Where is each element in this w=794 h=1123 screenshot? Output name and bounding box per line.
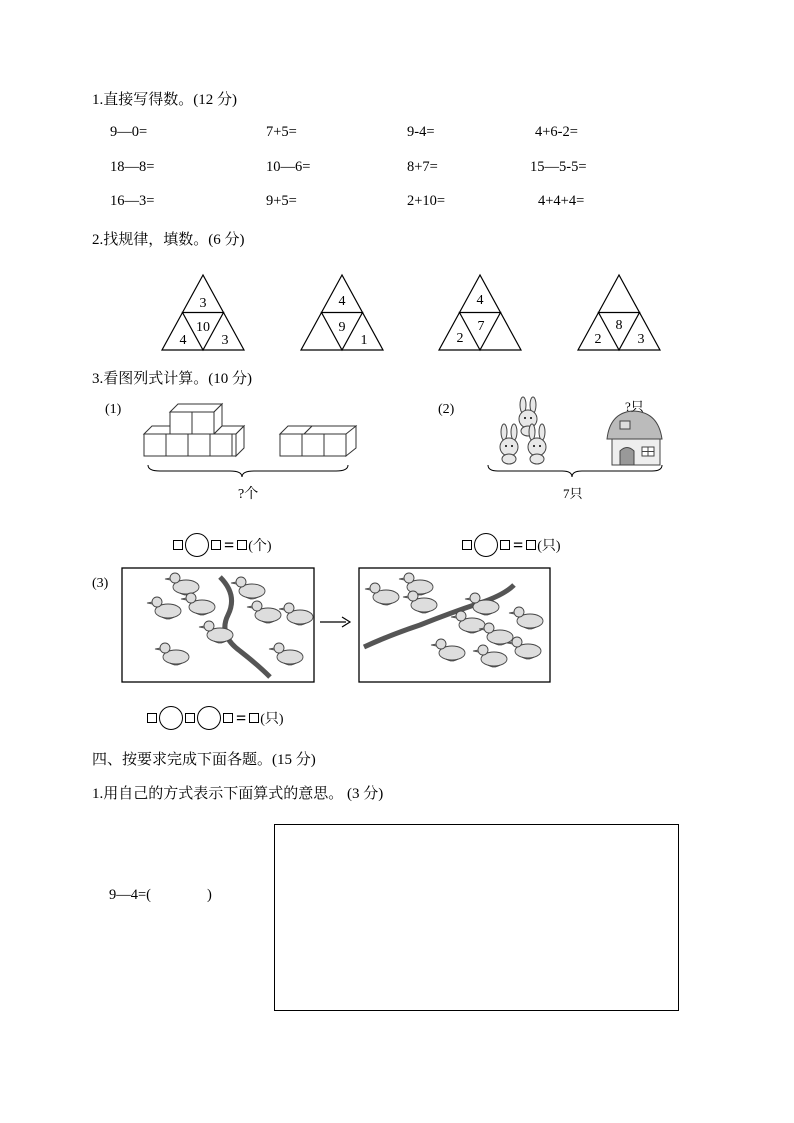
expression-close: ) (207, 887, 212, 903)
drawing-answer-box[interactable] (274, 824, 679, 1011)
triangle-3 (439, 275, 521, 350)
equals-sign: = (224, 534, 235, 555)
equals-sign: = (236, 707, 247, 728)
part3-label: (3) (92, 576, 109, 591)
operator-circle[interactable] (474, 533, 498, 557)
answer-box[interactable] (223, 713, 233, 723)
tri2-center: 9 (338, 320, 346, 335)
q1-title: 1.直接写得数。(12 分) (92, 92, 237, 108)
answer-box[interactable] (173, 540, 183, 550)
answer-box[interactable] (211, 540, 221, 550)
tri3-left: 2 (456, 331, 464, 346)
answer-template-part3 (146, 706, 284, 730)
q3-title: 3.看图列式计算。(10 分) (92, 371, 252, 387)
tri2-right: 1 (360, 333, 368, 348)
unit-label: (个) (248, 539, 272, 554)
operator-circle[interactable] (159, 706, 183, 730)
calc-item: 18—8= (110, 159, 155, 175)
operator-circle[interactable] (185, 533, 209, 557)
q2-title: 2.找规律，填数。(6 分) (92, 232, 245, 248)
answer-box[interactable] (185, 713, 195, 723)
expression (109, 887, 212, 904)
calc-item: 16—3= (110, 193, 155, 209)
calc-item: 2+10= (407, 193, 446, 209)
calc-item: 7+5= (266, 124, 297, 140)
tri1-left: 4 (179, 333, 187, 348)
section4-q1-title: 1.用自己的方式表示下面算式的意思。 (3 分) (92, 786, 384, 802)
answer-box[interactable] (526, 540, 536, 550)
answer-box[interactable] (500, 540, 510, 550)
tri1-right: 3 (221, 333, 229, 348)
expression-text: 9—4=( (109, 887, 152, 903)
calc-item: 8+7= (407, 159, 438, 175)
answer-template-part1 (172, 533, 272, 557)
answer-template-part2 (461, 533, 561, 557)
part2-top-label: ?只 (625, 399, 644, 414)
tri4-right: 3 (637, 332, 645, 347)
unit-label: (只) (260, 712, 284, 727)
tri4-left: 2 (594, 332, 602, 347)
part2-brace-label: 7只 (563, 486, 583, 501)
answer-box[interactable] (147, 713, 157, 723)
rabbit-group (500, 397, 546, 464)
unit-label: (只) (537, 539, 561, 554)
triangle-4 (578, 275, 660, 350)
ducks-figure (120, 565, 552, 687)
mushroom-house (607, 411, 662, 465)
calc-item: 9-4= (407, 124, 435, 140)
triangle-2 (301, 275, 383, 350)
part2-label: (2) (438, 402, 455, 417)
triangle-1 (162, 275, 244, 350)
part1-label: (1) (105, 402, 122, 417)
answer-box[interactable] (237, 540, 247, 550)
tri4-center: 8 (615, 318, 623, 333)
calc-item: 4+6-2= (535, 124, 578, 140)
answer-box[interactable] (462, 540, 472, 550)
section4-title: 四、按要求完成下面各题。(15 分) (92, 752, 316, 768)
calc-item: 15—5-5= (530, 159, 587, 175)
answer-box[interactable] (249, 713, 259, 723)
equals-sign: = (513, 534, 524, 555)
calc-item: 10—6= (266, 159, 311, 175)
tri3-top: 4 (476, 293, 484, 308)
tri1-top: 3 (199, 296, 207, 311)
part1-brace-label: ?个 (238, 487, 259, 502)
calc-item: 9—0= (110, 124, 148, 140)
triangle-figures (0, 0, 794, 380)
calc-item: 4+4+4= (538, 193, 585, 209)
operator-circle[interactable] (197, 706, 221, 730)
calc-item: 9+5= (266, 193, 297, 209)
tri3-center: 7 (477, 319, 485, 334)
tri2-top: 4 (338, 294, 346, 309)
tri1-center: 10 (196, 320, 210, 335)
